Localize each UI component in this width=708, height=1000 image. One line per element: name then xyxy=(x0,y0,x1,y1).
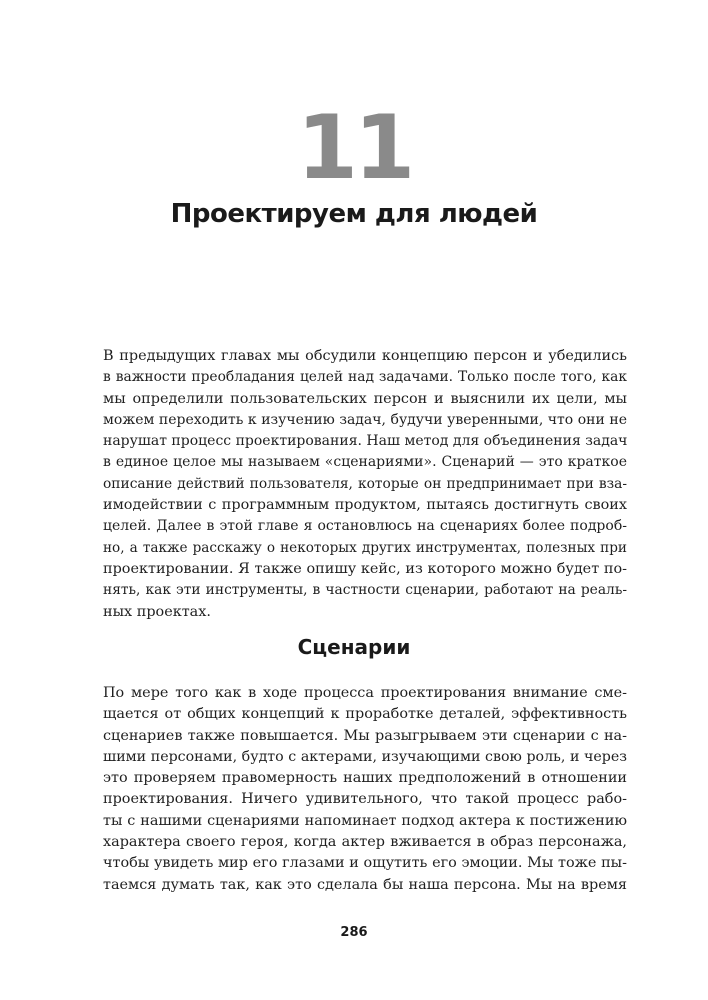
text-line: можем переходить к изучению задач, будучи уверенными, что они не xyxy=(103,411,627,428)
section-paragraph xyxy=(103,683,627,896)
text-line: нять, как эти инструменты, в частности сценарии, работают на реаль- xyxy=(103,582,627,599)
text-line: характера своего героя, когда актер вживается в образ персонажа, xyxy=(103,834,627,851)
text-line: чтобы увидеть мир его глазами и ощутить его эмоции. Мы тоже пы- xyxy=(103,855,627,872)
text-line: проектировании. Я также опишу кейс, из которого можно будет по- xyxy=(103,560,627,577)
text-line: ных проектах. xyxy=(103,603,211,620)
text-line: таемся думать так, как это сделала бы наша персона. Мы на время xyxy=(103,876,627,893)
text-line: описание действий пользователя, которые он предпринимает при вза- xyxy=(103,475,627,492)
text-line: нарушат процесс проектирования. Наш метод для объединения задач xyxy=(103,433,627,450)
text-line: ты с нашими сценариями напоминает подход актера к постижению xyxy=(103,812,627,829)
page-number: 286 xyxy=(340,925,368,940)
text-line: целей. Далее в этой главе я остановлюсь на сценариях более подроб- xyxy=(103,518,627,535)
text-line: мы определили пользовательских персон и выяснили их цели, мы xyxy=(103,390,627,407)
chapter-title: Проектируем для людей xyxy=(170,199,538,229)
text-line: В предыдущих главах мы обсудили концепцию персон и убедились xyxy=(103,348,627,364)
text-line: щается от общих концепций к проработке деталей, эффективность xyxy=(103,706,627,723)
text-line: это проверяем правомерность наших предположений в отношении xyxy=(103,770,627,787)
text-line: в единое целое мы называем «сценариями». Сценарий — это краткое xyxy=(103,454,627,471)
text-line: имодействии с программным продуктом, пытаясь достигнуть своих xyxy=(103,497,627,514)
text-line: сценариев также повышается. Мы разыгрываем эти сценарии с на- xyxy=(103,727,627,744)
text-line: в важности преобладания целей над задачами. Только после того, как xyxy=(103,369,627,386)
text-line: проектирования. Ничего удивительного, что такой процесс рабо- xyxy=(103,791,627,808)
text-line: но, а также расскажу о некоторых других инструментах, полезных при xyxy=(103,539,627,556)
chapter-number: 11 xyxy=(296,96,412,199)
intro-paragraph xyxy=(103,346,627,623)
section-heading: Сценарии xyxy=(297,635,411,659)
text-line: шими персонами, будто с актерами, изучающими свою роль, и через xyxy=(103,748,627,765)
text-line: По мере того как в ходе процесса проектирования внимание сме- xyxy=(103,685,627,701)
